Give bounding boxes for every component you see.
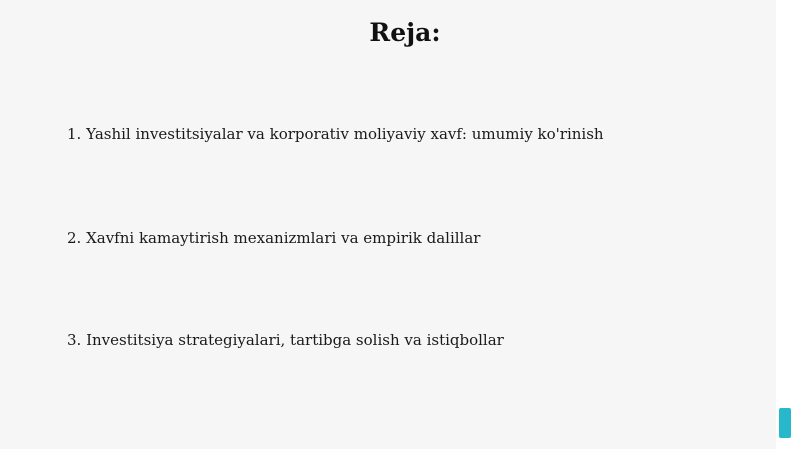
scrollbar-handle[interactable] (779, 408, 791, 438)
agenda-item-1: 1. Yashil investitsiyalar va korporativ moliyaviy xavf: umumiy ko'rinish (67, 125, 604, 143)
side-scroll-track (776, 0, 800, 449)
agenda-item-2: 2. Xavfni kamaytirish mexanizmlari va empirik dalillar (67, 229, 481, 247)
slide-title: Reja: (369, 18, 441, 47)
agenda-item-3: 3. Investitsiya strategiyalari, tartibga solish va istiqbollar (67, 331, 504, 349)
